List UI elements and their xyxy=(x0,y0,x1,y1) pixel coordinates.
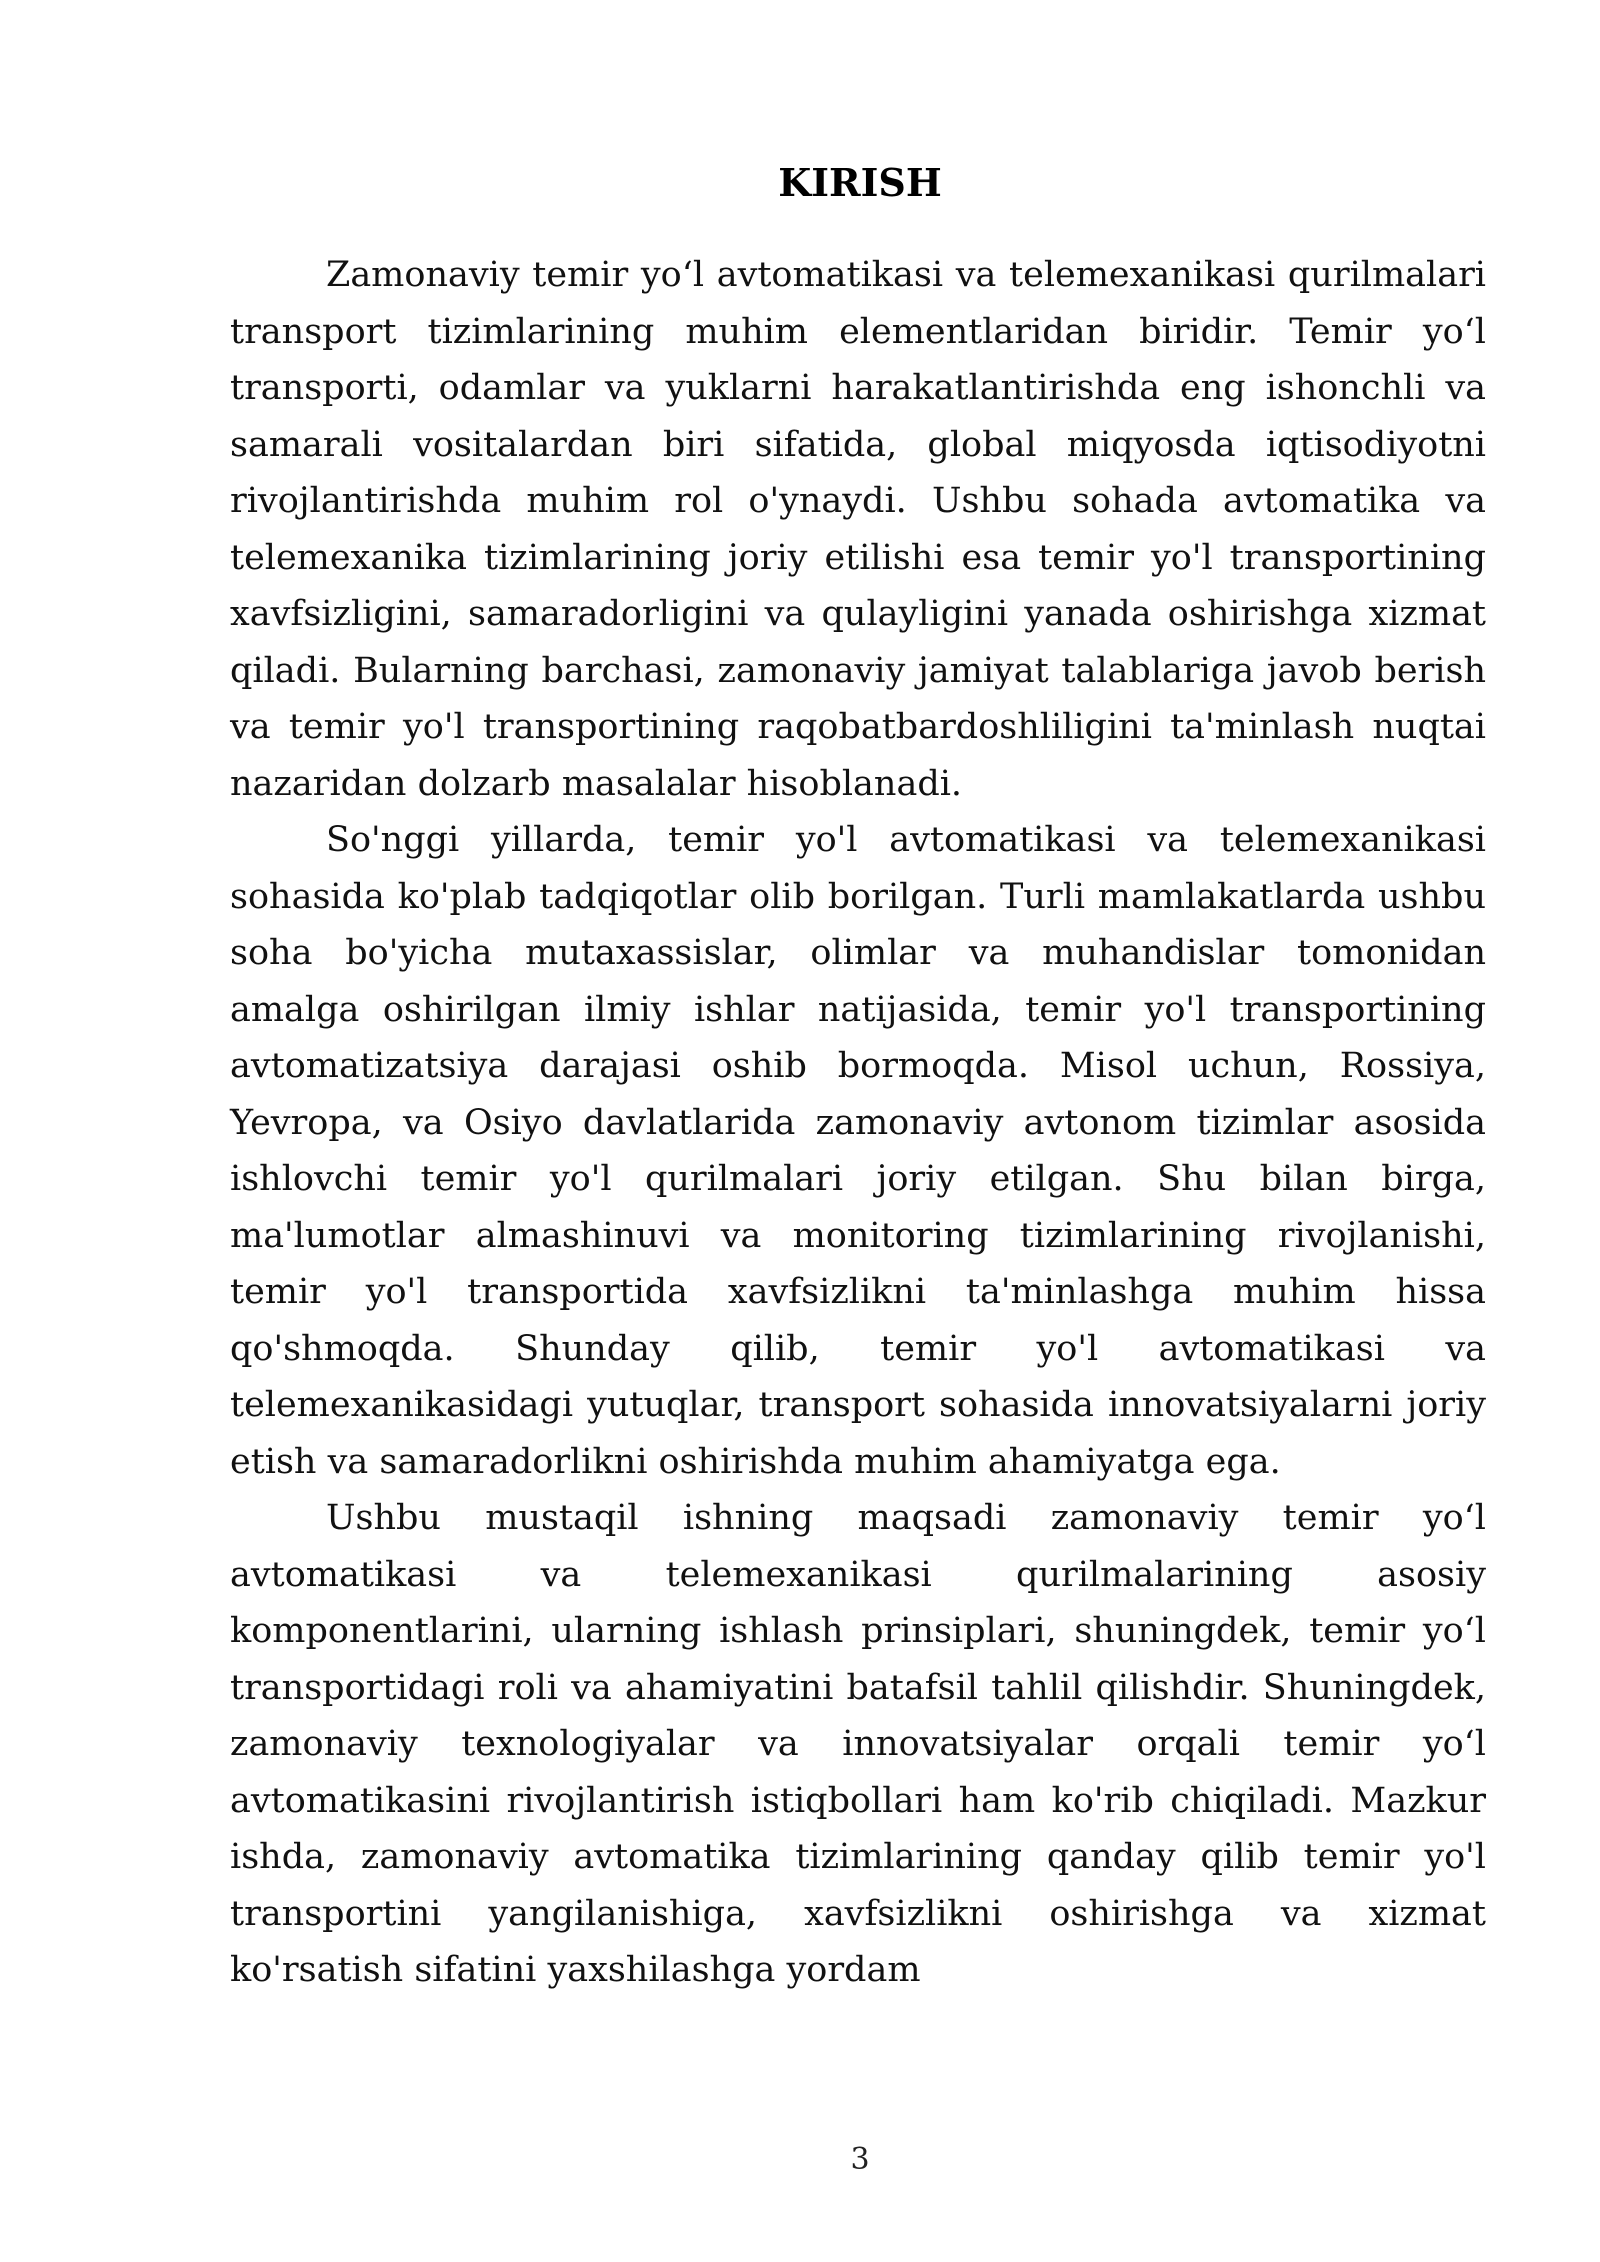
page-number: 3 xyxy=(850,2142,870,2177)
paragraph-1: Zamonaviy temir yo‘l avtomatikasi va telemexanikasi qurilmalari transport tizimlarining muhim elementlaridan biridir. Temir yo‘l transporti, odamlar va yuklarni harakatlantirishda eng ishonchli va samarali vositalardan biri sifatida, global miqyosda iqtisodiyotni rivojlantirishda muhim rol o'ynaydi. Ushbu sohada avtomatika va telemexanika tizimlarining joriy etilishi esa temir yo'l transportining xavfsizligini, samaradorligini va qulayligini yanada oshirishga xizmat qiladi. Bularning barchasi, zamonaviy jamiyat talablariga javob berish va temir yo'l transportining raqobatbardoshliligini ta'minlash nuqtai nazaridan dolzarb masalalar hisoblanadi. xyxy=(230,255,1486,804)
paragraph-3: Ushbu mustaqil ishning maqsadi zamonaviy temir yo‘l avtomatikasi va telemexanikasi qurilmalarining asosiy komponentlarini, ularning ishlash prinsiplari, shuningdek, temir yo‘l transportidagi roli va ahamiyatini batafsil tahlil qilishdir. Shuningdek, zamonaviy texnologiyalar va innovatsiyalar orqali temir yo‘l avtomatikasini rivojlantirish istiqbollari ham ko'rib chiqiladi. Mazkur ishda, zamonaviy avtomatika tizimlarining qanday qilib temir yo'l transportini yangilanishiga, xavfsizlikni oshirishga va xizmat ko'rsatish sifatini yaxshilashga yordam xyxy=(230,1498,1486,1990)
section-heading: KIRISH xyxy=(778,160,942,205)
body-text xyxy=(230,247,1486,1999)
paragraph-2: So'nggi yillarda, temir yo'l avtomatikasi va telemexanikasi sohasida ko'plab tadqiqotlar olib borilgan. Turli mamlakatlarda ushbu soha bo'yicha mutaxassislar, olimlar va muhandislar tomonidan amalga oshirilgan ilmiy ishlar natijasida, temir yo'l transportining avtomatizatsiya darajasi oshib bormoqda. Misol uchun, Rossiya, Yevropa, va Osiyo davlatlarida zamonaviy avtonom tizimlar asosida ishlovchi temir yo'l qurilmalari joriy etilgan. Shu bilan birga, ma'lumotlar almashinuvi va monitoring tizimlarining rivojlanishi, temir yo'l transportida xavfsizlikni ta'minlashga muhim hissa qo'shmoqda. Shunday qilib, temir yo'l avtomatikasi va telemexanikasidagi yutuqlar, transport sohasida innovatsiyalarni joriy etish va samaradorlikni oshirishda muhim ahamiyatga ega. xyxy=(230,820,1486,1482)
